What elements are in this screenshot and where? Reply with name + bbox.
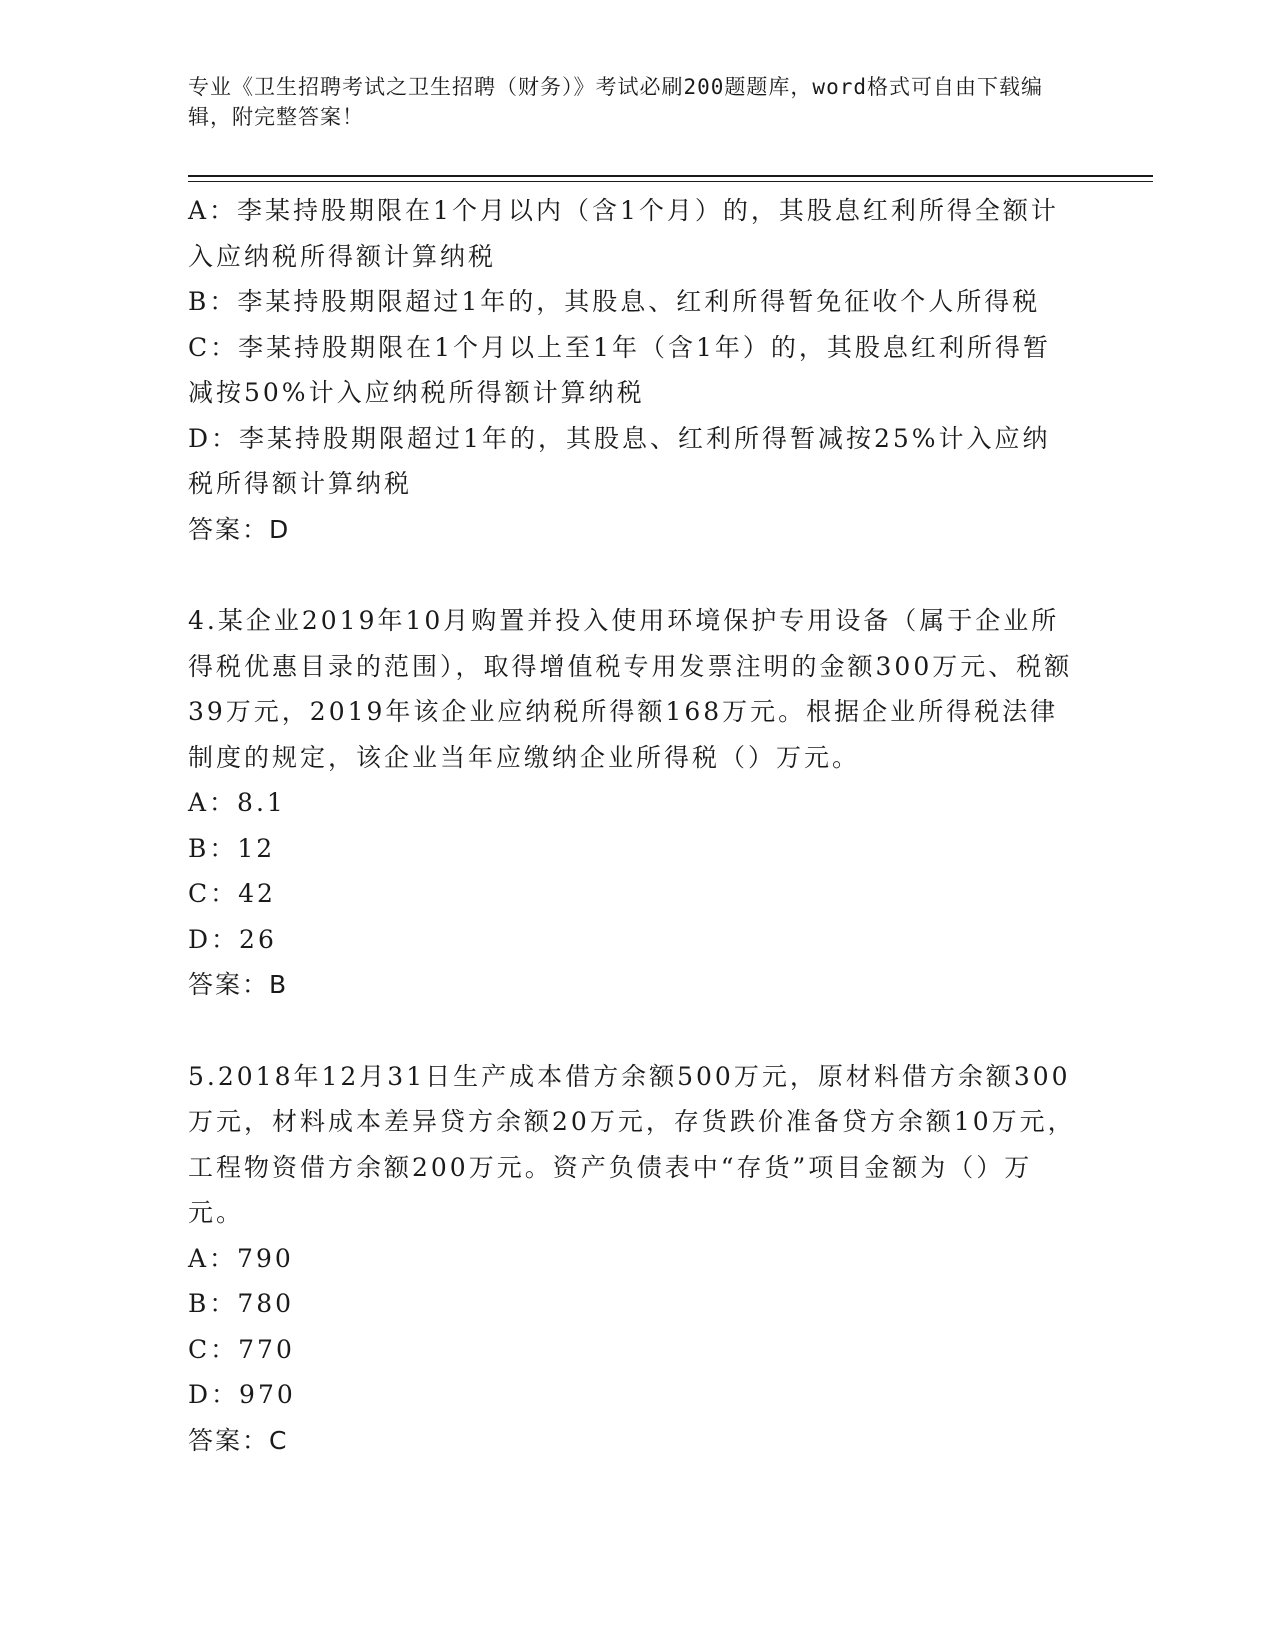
option-b: B：780 [188,1289,295,1318]
option-d: D：970 [188,1380,296,1409]
option-a: A：李某持股期限在1个月以内（含1个月）的，其股息红利所得全额计入应纳税所得额计算纳税 [188,196,1059,271]
answer: 答案：D [188,514,291,544]
option-d: D：26 [188,924,277,954]
question-4 [188,598,1078,1008]
answer: 答案：C [188,1425,289,1455]
answer: 答案：B [188,970,289,999]
header-rule-thin [188,181,1153,182]
option-c: C：42 [188,879,276,908]
spacer [188,1008,1078,1054]
option-d: D：李某持股期限超过1年的，其股息、红利所得暂减按25%计入应纳税所得额计算纳税 [188,423,1051,498]
option-b: B：12 [188,833,276,863]
question-3-options [188,188,1078,552]
header-rule-thick [188,175,1153,177]
option-c: C：770 [188,1334,295,1364]
option-b: B：李某持股期限超过1年的，其股息、红利所得暂免征收个人所得税 [188,287,1041,316]
document-body [188,188,1078,1463]
option-a: A：8.1 [188,788,286,817]
question-text: 5.2018年12月31日生产成本借方余额500万元，原材料借方余额300万元，材料成本差异贷方余额20万元，存货跌价准备贷方余额10万元，工程物资借方余额200万元。资产负债表中“存货”项目金额为（）万元。 [188,1061,1076,1227]
document-title: 专业《卫生招聘考试之卫生招聘（财务）》考试必刷200题题库，word格式可自由下载编辑，附完整答案！ [188,75,1043,129]
spacer [188,552,1078,598]
option-a: A：790 [188,1243,294,1273]
question-5 [188,1054,1078,1464]
document-header [188,72,1068,132]
question-text: 4.某企业2019年10月购置并投入使用环境保护专用设备（属于企业所得税优惠目录的范围），取得增值税专用发票注明的金额300万元、税额39万元，2019年该企业应纳税所得额168万元。根据企业所得税法律制度的规定，该企业当年应缴纳企业所得税（）万元。 [188,606,1073,772]
option-c: C：李某持股期限在1个月以上至1年（含1年）的，其股息红利所得暂减按50%计入应纳税所得额计算纳税 [188,332,1051,407]
